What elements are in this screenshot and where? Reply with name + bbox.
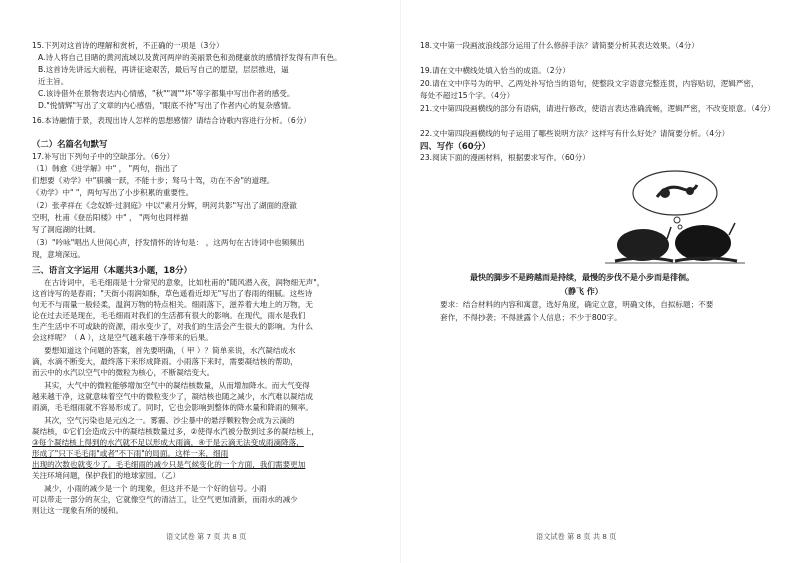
page-right (400, 0, 800, 563)
passage-line: 越来越干净，这就意味着空气中的微粒变少了，凝结核也随之减少，水汽难以凝结成 (32, 392, 313, 401)
passage-line: 其次，空气污染也是元凶之一。雾霾、沙尘暴中的悬浮颗粒物会成为云滴的 (44, 416, 295, 425)
question-17: 17.补写出下列句子中的空缺部分。（6分） (32, 152, 175, 161)
q17-3: （3）"吟咏"唱出人世间心声，抒发情怀的诗句是： ，这两句在古诗词中也频频出 (32, 238, 305, 247)
comic-caption: 最快的脚步不是跨越而是持续，最慢的步伐不是小步而是徘徊。 (470, 273, 694, 282)
passage-line: 而云中的水汽以空气中的微粒为核心，不断凝结变大。 (32, 368, 215, 377)
question-22: 22.文中第四段画横线的句子运用了哪些说明方法？这样写有什么好处？请简要分析。（4分） (420, 129, 730, 138)
passage-line: 其实，大气中的微粒能够增加空气中的凝结核数量，从而增加降水。而大气变得 (44, 381, 310, 390)
q17-3b: 现，意境深远。 (32, 250, 86, 259)
snail-left (615, 227, 673, 261)
passage-line-underlined: 出现的次数也就变少了。毛毛细雨的减少只是气候变化的一个方面，我们需要更加 (32, 460, 306, 469)
passage-line: 会这样呢？（ A ），这是空气越来越干净带来的后果。 (32, 333, 213, 342)
passage-line-underlined: 形成了"只下毛毛雨"或者"不下雨"的局面。这样一来，细雨 (32, 449, 229, 458)
option-b: B.这首诗先讲远大前程，再讲征途艰苦，最后写自己的愿望，层层推进，逼 (38, 65, 289, 74)
passage-line: 在古诗词中，毛毛细雨是十分常见的意象，比如杜甫的"随风潜入夜，润物细无声"， (44, 278, 325, 287)
passage-line: 句无不与雨量一般轻柔，温润万物的特点相关。细雨落下，滋养着大地上的万物，无 (32, 300, 313, 309)
passage-line: 关注环境问题，保护我们的地球家园。（乙） (32, 471, 181, 480)
page-number-right: 语文试卷 第 8 页 共 8 页 (536, 532, 617, 541)
option-b-cont: 近主旨。 (38, 77, 69, 86)
passage-line: 要想知道这个问题的答案，首先要明确，（ 甲 ）？简单来说，水汽凝结成水 (44, 346, 296, 355)
passage-line: 这首诗写的是春雨；"天街小雨润如酥，草色遥看近却无"写出了春雨的细腻。这些诗 (32, 289, 313, 298)
question-16: 16.本诗融情于景，表现出诗人怎样的思想感情？请结合诗歌内容进行分析。（6分） (32, 116, 311, 125)
comic-illustration (605, 165, 745, 265)
q17-1: （1）韩愈《进学解》中" ， "两句，指出了 (32, 164, 178, 173)
section-2-title: （二）名篇名句默写 (32, 139, 108, 149)
question-21: 21.文中第四段画横线的部分有语病，请进行修改，使语言表达准确流畅，逻辑严密，不改变原意。（4分） (420, 104, 775, 113)
passage-line: 则让这一现象有所的缓和。 (32, 506, 124, 515)
option-a: A.诗人将自己目睹的黄河流域以及黄河两岸的美丽景色和劲健豪放的感情抒发得有声有色。 (38, 53, 342, 62)
q17-2c: 写了洞庭湖的壮阔。 (32, 225, 101, 234)
q17-1b: 们想要《劝学》中"骐骥一跃，不能十步；驽马十驾，功在不舍"的道理。 (32, 176, 275, 185)
thought-bubble (633, 171, 717, 229)
q17-2: （2）张孝祥在《念奴娇·过洞庭》中以"素月分辉，明河共影"写出了湖面的澄澈 (32, 201, 297, 210)
passage-line: 减少，小雨的减少是一个 的现象，但这并不是一个好的信号。小雨 (44, 484, 267, 493)
page-number-left: 语文试卷 第 7 页 共 8 页 (166, 532, 247, 541)
writing-requirement-cont: 套作，不得抄袭；不得泄露个人信息；不少于800字。 (440, 313, 622, 322)
section-4-title: 四、写作（60分） (420, 141, 491, 151)
question-18: 18.文中第一段画波浪线部分运用了什么修辞手法？请简要分析其表达效果。（4分） (420, 41, 699, 50)
passage-line-underlined: ③每个凝结核上得到的水汽就不足以形成大雨滴，④于是云滴无法变成雨滴降落， (32, 438, 304, 447)
passage-line: 生产生活中不可或缺的资源，雨水变少了，对我们的生活会产生很大的影响。为什么 (32, 322, 313, 331)
question-20: 20.请在文中序号为的甲、乙两处补写恰当的语句，使整段文字语意完整连贯，内容贴切，逻辑严密， (420, 79, 759, 88)
question-20b: 每处不超过15个字。（4分） (420, 91, 515, 100)
passage-line: 论在过去还是现在，毛毛细雨对我们的生活都有很大的影响。在现代，雨水是我们 (32, 311, 306, 320)
question-15: 15.下列对这首诗的理解和赏析，不正确的一项是（3分） (32, 41, 224, 50)
question-19: 19.请在文中横线处填入恰当的成语。（2分） (420, 66, 570, 75)
section-3-title: 三、语言文字运用（本题共3小题，18分） (32, 265, 192, 275)
passage-line: 雨滴，毛毛细雨就不容易形成了。同时，它也会影响到整体的降水量和降雨的频率。 (32, 403, 313, 412)
comic-author: （静飞 作） (560, 287, 603, 296)
question-23: 23.阅读下面的漫画材料，根据要求写作。（60分） (420, 153, 590, 162)
option-d: D."悦情辉"写出了文章的内心感悟，"眼底不待"写出了作者内心的复杂感情。 (38, 101, 296, 110)
passage-line: 凝结核，①它们会造成云中的凝结核数量过多，②使得水汽被分散到过多的凝结核上， (32, 427, 319, 436)
writing-requirement: 要求：结合材料的内容和寓意，选好角度，确定立意，明确文体，自拟标题；不要 (440, 300, 714, 309)
passage-line: 可以带走一部分的灰尘，它就像空气的清洁工，让空气更加清新，而雨水的减少 (32, 495, 298, 504)
option-c: C.该诗借外在景物表达内心情感，"秋""凋""坏"等字都集中写出作者的感受。 (38, 89, 295, 98)
q17-2b: 空明，杜甫《登岳阳楼》中" ， "两句也同样描 (32, 213, 189, 222)
q17-1c: 《劝学》中" "，两句写出了小步积累的重要性。 (32, 188, 194, 197)
passage-line: 滴，水滴不断变大，最终落下来形成降雨。小雨落下来时，需要凝结核的帮助， (32, 357, 298, 366)
snail-right (675, 223, 737, 261)
